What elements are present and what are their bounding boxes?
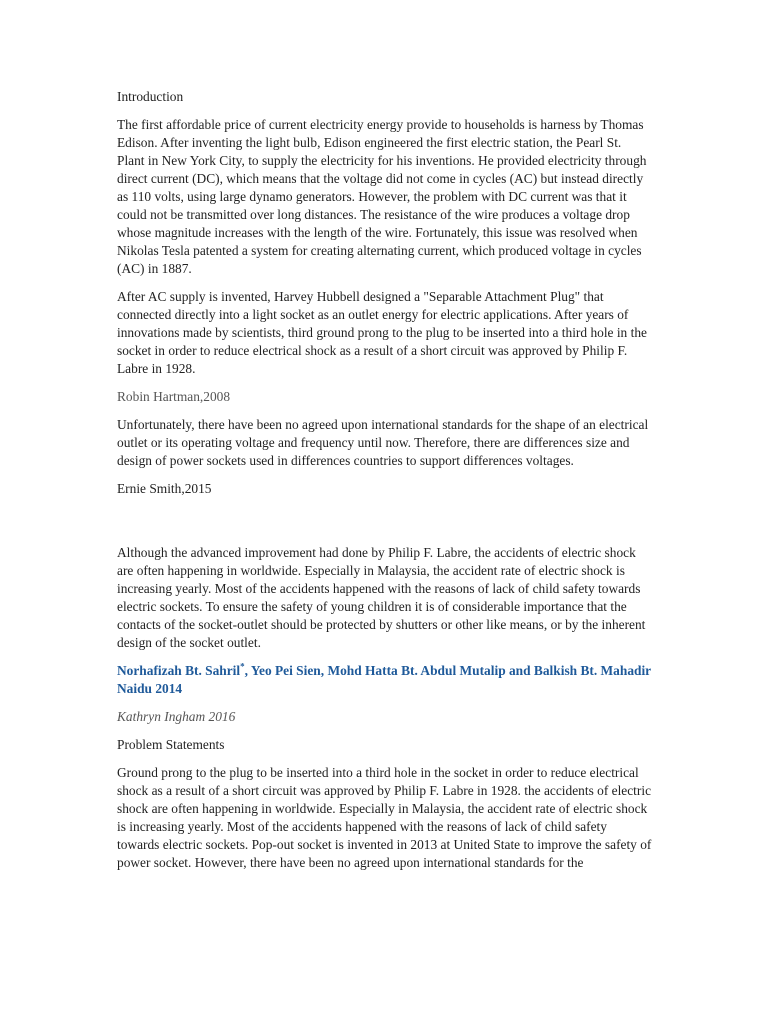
citation-robin-hartman: Robin Hartman,2008 (117, 389, 231, 404)
blank-spacer (117, 508, 652, 544)
intro-paragraph-2: After AC supply is invented, Harvey Hubbell designed a "Separable Attachment Plug" that connected directly into a light socket as an outlet energy for electric applications. After years of innovations made by scientists, third ground prong to the plug to be inserted into a third hole in the socket in order to reduce electrical shock as a result of a short circuit was approved by Philip F. Labre in 1928. (117, 289, 647, 376)
document-page (117, 88, 652, 882)
intro-paragraph-3: Unfortunately, there have been no agreed upon international standards for the shape of an electrical outlet or its operating voltage and frequency until now. Therefore, there are differences size and design of power sockets used in differences countries to support differences voltages. (117, 417, 649, 468)
intro-paragraph-4: Although the advanced improvement had done by Philip F. Labre, the accidents of electric shock are often happening in worldwide. Especially in Malaysia, the accident rate of electric shock is increasing yearly. Most of the accidents happened with the reasons of lack of child safety towards electric sockets. To ensure the safety of young children it is of considerable importance that the contacts of the socket-outlet should be protected by shutters or other like means, or by the inherent design of the socket outlet. (117, 545, 646, 650)
problem-statements-heading: Problem Statements (117, 737, 225, 752)
citation-ernie-smith: Ernie Smith,2015 (117, 481, 212, 496)
author-name-first: Norhafizah Bt. Sahril (117, 663, 241, 678)
problem-paragraph: Ground prong to the plug to be inserted into a third hole in the socket in order to reduce electrical shock as a result of a short circuit was approved by Philip F. Labre in 1928. the accidents of electric shock are often happening in worldwide. Especially in Malaysia, the accident rate of electric shock is increasing yearly. Most of the accidents happened with the reasons of lack of child safety towards electric sockets. Pop-out socket is invented in 2013 at United State to improve the safety of power socket. However, there have been no agreed upon international standards for the (117, 765, 652, 870)
author-names-rest: , Yeo Pei Sien, Mohd Hatta Bt. Abdul Mutalip and Balkish Bt. Mahadir Naidu 2014 (117, 663, 651, 696)
author-superscript: * (240, 661, 245, 672)
intro-paragraph-1: The first affordable price of current electricity energy provide to households is harness by Thomas Edison. After inventing the light bulb, Edison engineered the first electric station, the Pearl St. Plant in New York City, to supply the electricity for his inventions. He provided electricity through direct current (DC), which means that the voltage did not come in cycles (AC) but instead directly as 110 volts, using large dynamo generators. However, the problem with DC current was that it could not be transmitted over long distances. The resistance of the wire produces a voltage drop whose magnitude increases with the length of the wire. Fortunately, this issue was resolved when Nikolas Tesla patented a system for creating alternating current, which produced voltage in cycles (AC) in 1887. (117, 117, 647, 276)
author-citation (117, 662, 652, 698)
introduction-heading: Introduction (117, 89, 184, 104)
citation-kathryn-ingham: Kathryn Ingham 2016 (117, 709, 236, 724)
